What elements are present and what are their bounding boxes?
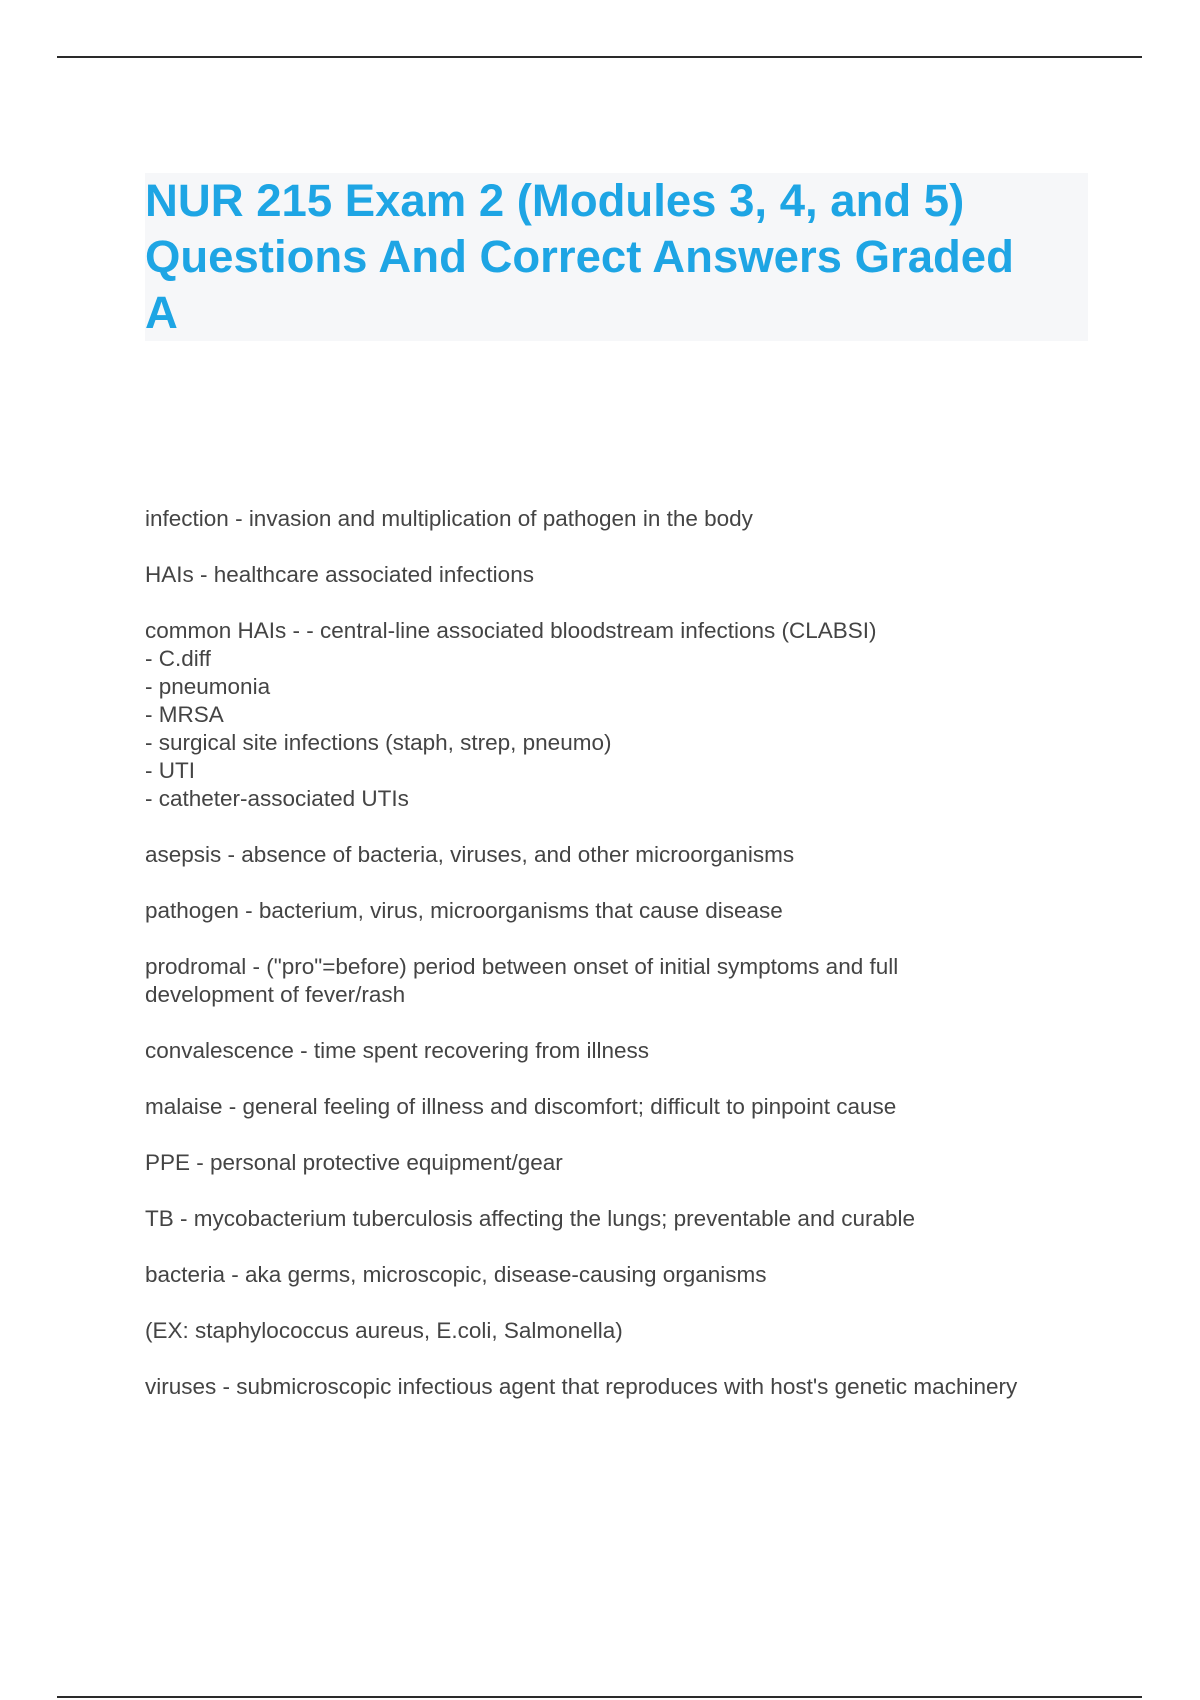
- entry-definition: invasion and multiplication of pathogen in the body: [248, 506, 753, 531]
- flashcard-list: [145, 505, 1105, 1429]
- entry-term: infection: [145, 506, 229, 531]
- entry-definition: ("pro"=before) period between onset of initial symptoms and full development of fever/rash: [145, 954, 899, 1007]
- entry-separator: -: [238, 898, 259, 923]
- entry-definition: healthcare associated infections: [213, 562, 534, 587]
- flashcard-entry: [145, 1037, 1105, 1065]
- entry-definition: absence of bacteria, viruses, and other microorganisms: [241, 842, 795, 867]
- bottom-divider: [57, 1696, 1142, 1698]
- entry-term: TB: [145, 1206, 174, 1231]
- entry-definition: mycobacterium tuberculosis affecting the lungs; preventable and curable: [193, 1206, 916, 1231]
- entry-definition: personal protective equipment/gear: [210, 1150, 563, 1175]
- flashcard-entry: [145, 841, 1105, 869]
- flashcard-entry: [145, 953, 1105, 1009]
- flashcard-entry: [145, 617, 1105, 813]
- entry-separator: -: [228, 506, 249, 531]
- entry-definition: aka germs, microscopic, disease-causing organisms: [245, 1262, 767, 1287]
- entry-separator: -: [173, 1206, 194, 1231]
- flashcard-entry: [145, 561, 1105, 589]
- entry-term: bacteria: [145, 1262, 226, 1287]
- entry-separator: -: [246, 954, 267, 979]
- entry-separator: -: [293, 1038, 314, 1063]
- entry-term: convalescence: [145, 1038, 294, 1063]
- entry-term: prodromal: [145, 954, 247, 979]
- entry-separator: -: [216, 1374, 237, 1399]
- flashcard-entry: [145, 1373, 1105, 1401]
- flashcard-entry: [145, 897, 1105, 925]
- entry-separator: -: [225, 1262, 246, 1287]
- entry-term: (EX: staphylococcus aureus, E.coli, Salmonella): [145, 1318, 623, 1343]
- entry-term: asepsis: [145, 842, 222, 867]
- entry-separator: -: [222, 1094, 243, 1119]
- entry-definition: - central-line associated bloodstream infections (CLABSI) - C.diff - pneumonia - MRSA - surgical site infections (staph, strep, pneumo) - UTI - catheter-associated UTIs: [145, 618, 877, 811]
- entry-term: PPE: [145, 1150, 191, 1175]
- entry-term: viruses: [145, 1374, 217, 1399]
- entry-definition: bacterium, virus, microorganisms that cause disease: [258, 898, 783, 923]
- document-title: NUR 215 Exam 2 (Modules 3, 4, and 5) Questions And Correct Answers Graded A: [145, 175, 1014, 338]
- entry-term: common HAIs: [145, 618, 287, 643]
- flashcard-entry: [145, 1093, 1105, 1121]
- flashcard-entry: [145, 505, 1105, 533]
- flashcard-entry: [145, 1205, 1105, 1233]
- entry-term: pathogen: [145, 898, 239, 923]
- flashcard-entry: [145, 1317, 1105, 1345]
- entry-separator: -: [221, 842, 242, 867]
- entry-definition: time spent recovering from illness: [313, 1038, 649, 1063]
- entry-term: malaise: [145, 1094, 223, 1119]
- entry-term: HAIs: [145, 562, 194, 587]
- entry-separator: -: [193, 562, 214, 587]
- flashcard-entry: [145, 1261, 1105, 1289]
- top-divider: [57, 56, 1142, 58]
- entry-definition: general feeling of illness and discomfort; difficult to pinpoint cause: [242, 1094, 897, 1119]
- flashcard-entry: [145, 1149, 1105, 1177]
- entry-separator: -: [286, 618, 307, 643]
- title-block: [145, 173, 1088, 341]
- entry-definition: submicroscopic infectious agent that reproduces with host's genetic machinery: [236, 1374, 1018, 1399]
- entry-separator: -: [190, 1150, 211, 1175]
